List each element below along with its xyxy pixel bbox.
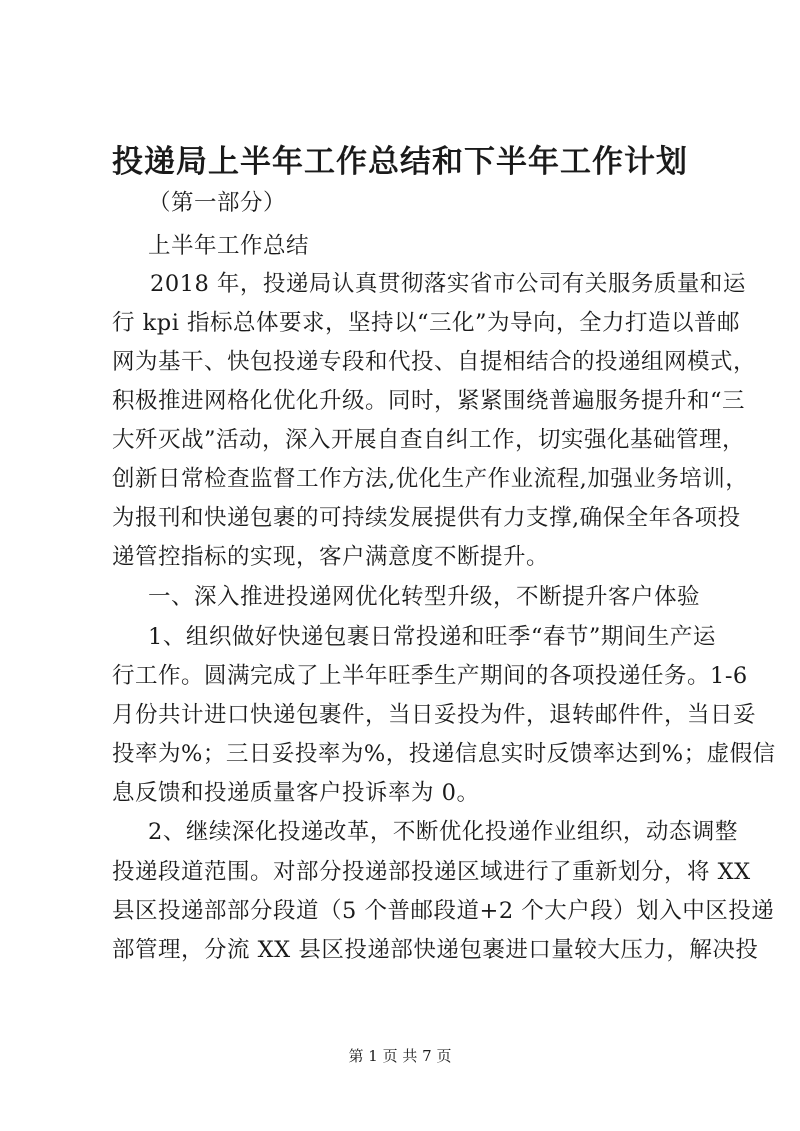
paragraph-line: 递管控指标的实现，客户满意度不断提升。 [112,544,550,570]
paragraph-line: 大歼灭战”活动，深入开展自查自纠工作，切实强化基础管理， [112,427,746,453]
paragraph-line: 2、继续深化投递改革，不断优化投递作业组织，动态调整 [148,819,738,845]
paragraph-line: 投递段道范围。对部分投递部投递区域进行了重新划分，将 XX [112,859,751,885]
paragraph-line: 行 kpi 指标总体要求，坚持以“三化”为导向，全力打造以普邮 [112,310,741,336]
paragraph-line: 月份共计进口快递包裹件，当日妥投为件，退转邮件件，当日妥 [112,702,757,728]
paragraph-line: 积极推进网格化优化升级。同时，紧紧围绕普遍服务提升和“三 [112,388,746,414]
document-title: 投递局上半年工作总结和下半年工作计划 [112,144,688,180]
paragraph-line: 创新日常检查监督工作方法,优化生产作业流程,加强业务培训， [112,466,749,492]
paragraph-line: 上半年工作总结 [148,233,310,259]
paragraph-line: 县区投递部部分段道（5 个普邮段道+2 个大户段）划入中区投递 [112,898,775,924]
paragraph-line: 1、组织做好快递包裹日常投递和旺季“春节”期间生产运 [148,624,716,650]
paragraph-line: 部管理，分流 XX 县区投递部快递包裹进口量较大压力，解决投 [112,937,759,963]
page-number-footer: 第 1 页 共 7 页 [348,1047,452,1065]
paragraph-line: （第一部分） [148,190,287,216]
paragraph-line: 息反馈和投递质量客户投诉率为 0。 [112,780,480,806]
paragraph-line: 投率为%；三日妥投率为%，投递信息实时反馈率达到%；虚假信 [112,741,776,767]
paragraph-line: 2018 年，投递局认真贯彻落实省市公司有关服务质量和运 [150,271,746,297]
paragraph-line: 网为基干、快包投递专段和代投、自提相结合的投递组网模式， [112,349,757,375]
paragraph-line: 为报刊和快递包裹的可持续发展提供有力支撑,确保全年各项投 [112,505,741,531]
section-heading: 一、深入推进投递网优化转型升级，不断提升客户体验 [148,584,701,610]
paragraph-line: 行工作。圆满完成了上半年旺季生产期间的各项投递任务。1-6 [112,663,748,689]
